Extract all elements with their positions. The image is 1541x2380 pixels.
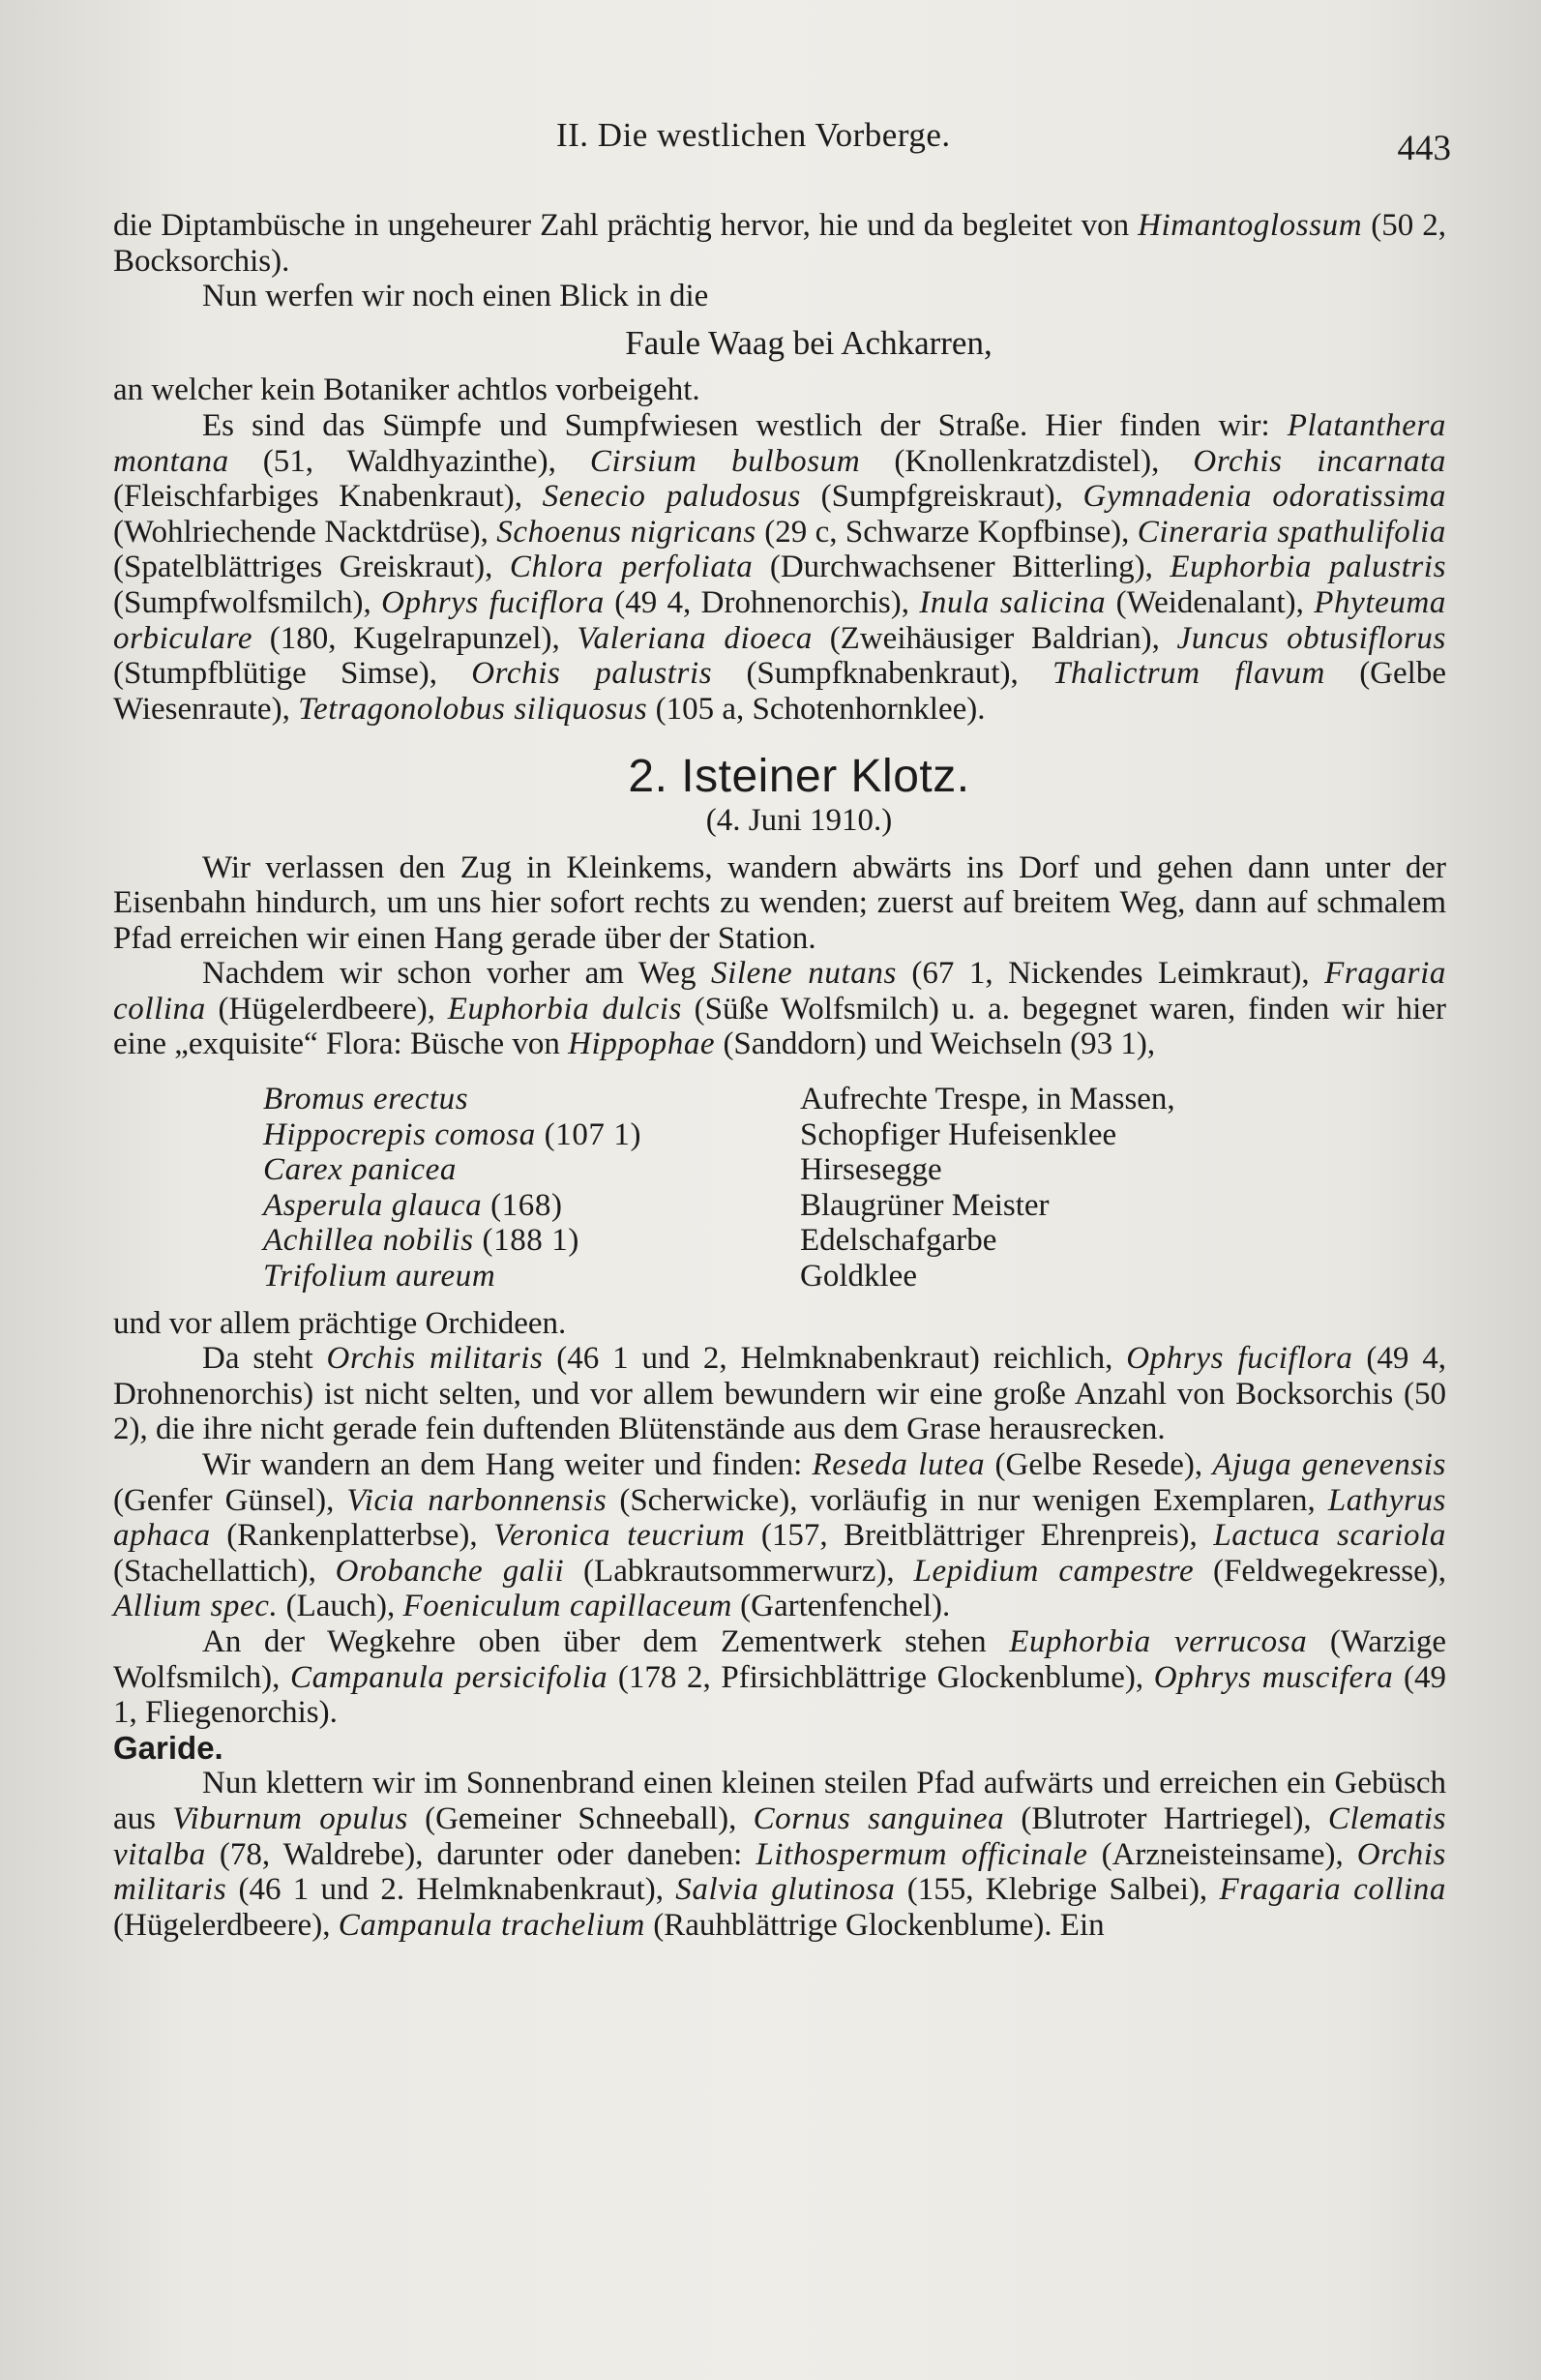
text-run: (Blutroter Hartriegel), [1004, 1800, 1328, 1836]
text-run: (Warzige Wolfsmilch), [113, 1623, 1447, 1695]
text-run: Da steht [202, 1341, 327, 1377]
species-name: Foeniculum capillaceum [402, 1589, 732, 1624]
paragraph [113, 1624, 1446, 1731]
german-name-cell: Schopfiger Hufeisenklee [800, 1116, 1117, 1152]
latin-name: Achillea nobilis [263, 1223, 474, 1259]
text-run: Nun klettern wir im Sonnenbrand einen kleinen steilen Pfad aufwärts und erreichen ein Gebüsch aus [113, 1766, 1446, 1836]
text-run: (Süße Wolfsmilch) u. a. begegnet waren, finden wir hier eine „exquisite“ Flora: Büsche von [113, 991, 1446, 1062]
species-name: Orchis incarnata [1193, 443, 1446, 479]
latin-name: Trifolium aureum [263, 1259, 496, 1294]
species-name: Euphorbia verrucosa [1009, 1623, 1308, 1659]
table-row [263, 1117, 1175, 1153]
paragraph [113, 1306, 1446, 1342]
species-name: Senecio paludosus [542, 479, 801, 515]
text-run: Nachdem wir schon vorher am Weg [202, 956, 711, 992]
species-name: Silene nutans [710, 956, 897, 992]
text-run: Wir wandern an dem Hang weiter und finden: [202, 1447, 813, 1482]
latin-name: Bromus erectus [263, 1082, 469, 1117]
text-run: (Fleischfarbiges Knabenkraut), [113, 479, 543, 515]
species-name: Salvia glutinosa [675, 1872, 896, 1908]
text-run: (29 c, Schwarze Kopfbinse), [756, 514, 1138, 550]
paragraph [113, 372, 1446, 408]
species-name: Orchis militaris [113, 1836, 1446, 1908]
text-run: (46 1 und 2. Helmknabenkraut), [226, 1872, 676, 1908]
species-name: Gymnadenia odoratissima [1082, 479, 1446, 515]
species-name: Lithospermum officinale [756, 1836, 1088, 1872]
german-name-cell: Goldklee [800, 1259, 917, 1294]
species-name: Veronica teucrium [493, 1518, 746, 1554]
text-run: (Gemeiner Schneeball), [407, 1800, 754, 1836]
species-name: Orobanche galii [335, 1553, 565, 1589]
figure-ref: (168) [482, 1187, 563, 1223]
species-name: Orchis palustris [471, 656, 713, 692]
text-run: (178 2, Pfirsichblättrige Glockenblume), [608, 1659, 1154, 1695]
species-name: Himantoglossum [1138, 208, 1363, 243]
text-run: (Hügelerdbeere), [205, 991, 448, 1026]
species-name: Juncus obtusiflorus [1176, 620, 1446, 656]
text-run: (Stachellattich), [113, 1553, 336, 1589]
plant-list-table [263, 1082, 1175, 1294]
german-name-cell: Hirsesegge [800, 1152, 942, 1188]
text-run: (Scherwicke), vorläufig in nur wenigen Exemplaren, [607, 1482, 1328, 1518]
text-run: Es sind das Sümpfe und Sumpfwiesen westlich der Straße. Hier finden wir: [202, 407, 1288, 443]
latin-name-cell [263, 1082, 800, 1117]
species-name: Cineraria spathulifolia [1137, 514, 1446, 550]
running-title: II. Die westlichen Vorberge. [556, 116, 951, 154]
latin-name: Hippocrepis comosa [263, 1116, 536, 1152]
text-run: (Sumpfknabenkraut), [712, 656, 1053, 692]
paragraph [113, 1341, 1446, 1447]
table-row [263, 1152, 1175, 1188]
text-run: (Arzneisteinsame), [1087, 1836, 1357, 1872]
text-run: (157, Breitblättriger Ehrenpreis), [745, 1518, 1214, 1554]
text-run: (Durchwachsener Bitterling), [753, 550, 1171, 585]
text-run: (Gelbe Resede), [985, 1447, 1213, 1482]
paragraph [113, 279, 1446, 314]
latin-name-cell [263, 1223, 800, 1259]
species-name: Reseda lutea [812, 1447, 986, 1482]
text-run: (Gelbe Wiesenraute), [113, 656, 1446, 727]
locality-heading: Faule Waag bei Achkarren, [625, 323, 993, 362]
paragraph [113, 208, 1446, 279]
text-run: (67 1, Nickendes Leimkraut), [896, 956, 1325, 992]
text-run: und vor allem prächtige Orchideen. [113, 1305, 567, 1341]
latin-name-cell [263, 1259, 800, 1294]
species-name: Campanula trachelium [338, 1907, 645, 1943]
text-run: (Knollenkratzdistel), [860, 443, 1194, 479]
species-name: Clematis vitalba [113, 1800, 1447, 1872]
body-text [113, 208, 1446, 1943]
paragraph [113, 408, 1446, 727]
text-run: (49 1, Fliegenorchis). [113, 1659, 1446, 1731]
species-name: Allium spec. [113, 1589, 279, 1624]
latin-name: Carex panicea [263, 1152, 457, 1188]
page-header [0, 116, 1541, 174]
species-name: Platanthera montana [113, 407, 1446, 479]
text-run: (Sumpfgreiskraut), [800, 479, 1083, 515]
german-name-cell: Edelschafgarbe [800, 1223, 997, 1259]
table-row [263, 1223, 1175, 1259]
text-run: (50 2, Bocksorchis). [113, 208, 1447, 279]
text-run: (49 4, Drohnenorchis), [604, 584, 920, 620]
text-run: (180, Kugelrapunzel), [252, 620, 578, 656]
species-name: Lepidium campestre [913, 1553, 1195, 1589]
german-name-cell: Blaugrüner Meister [800, 1187, 1050, 1223]
species-name: Schoenus nigricans [496, 514, 756, 550]
text-run: (Hügelerdbeere), [113, 1907, 339, 1943]
species-name: Ophrys fuciflora [1126, 1341, 1353, 1377]
paragraph [113, 850, 1446, 957]
figure-ref: (107 1) [535, 1116, 642, 1152]
text-run: (Stumpfblütige Simse), [113, 656, 472, 692]
text-run: (Lauch), [278, 1589, 403, 1624]
species-name: Tetragonolobus siliquosus [298, 691, 648, 727]
german-name-cell: Aufrechte Trespe, in Massen, [800, 1082, 1175, 1117]
text-run: (49 4, Drohnenorchis) ist nicht selten, und vor allem bewundern wir eine große Anzahl von Bocksorchis (50 2), die ihre nicht gerade fein duftenden Blütenstände aus dem Grase herausrecken. [113, 1341, 1446, 1447]
species-name: Inula salicina [919, 584, 1107, 620]
table-row [263, 1082, 1175, 1117]
text-run: (Rauhblättrige Glockenblume). Ein [644, 1907, 1105, 1943]
text-run: (Spatelblättriges Greiskraut), [113, 550, 510, 585]
text-run: An der Wegkehre oben über dem Zementwerk stehen [202, 1623, 1010, 1659]
text-run: (Genfer Günsel), [113, 1482, 347, 1518]
paragraph [113, 1766, 1446, 1943]
text-run: (Gartenfenchel). [731, 1589, 951, 1624]
text-run: (51, Waldhyazinthe), [228, 443, 590, 479]
table-row [263, 1188, 1175, 1224]
section-date: (4. Juni 1910.) [705, 802, 893, 838]
table-row [263, 1259, 1175, 1294]
species-name: Thalictrum flavum [1052, 656, 1325, 692]
species-name: Lathyrus aphaca [113, 1482, 1446, 1554]
species-name: Euphorbia dulcis [447, 991, 682, 1026]
species-name: Hippophae [568, 1026, 716, 1062]
text-run: (Weidenalant), [1106, 584, 1315, 620]
subsection-heading: Garide. [113, 1729, 223, 1766]
species-name: Valeriana dioeca [577, 620, 813, 656]
text-run: (78, Waldrebe), darunter oder daneben: [205, 1836, 756, 1872]
text-run: die Diptambüsche in ungeheurer Zahl prächtig hervor, hie und da begleitet von [113, 208, 1139, 243]
text-run: an welcher kein Botaniker achtlos vorbeigeht. [113, 372, 700, 408]
page-number: 443 [1397, 129, 1451, 168]
text-run: Wir verlassen den Zug in Kleinkems, wandern abwärts ins Dorf und gehen dann unter der Eisenbahn hindurch, um uns hier sofort rechts zu wenden; zuerst auf breitem Weg, dann auf schmalem Pfad erreichen wir einen Hang gerade über der Station. [113, 849, 1446, 956]
text-run: (105 a, Schotenhornklee). [647, 691, 986, 727]
latin-name: Asperula glauca [263, 1187, 483, 1223]
species-name: Vicia narbonnensis [346, 1482, 608, 1518]
species-name: Cornus sanguinea [753, 1800, 1005, 1836]
text-run: Nun werfen wir noch einen Blick in die [202, 279, 709, 314]
species-name: Cirsium bulbosum [589, 443, 861, 479]
paragraph [113, 1447, 1446, 1624]
species-name: Chlora perfoliata [509, 550, 754, 585]
text-run: (155, Klebrige Salbei), [895, 1872, 1220, 1908]
text-run: (Sanddorn) und Weichseln (93 1), [715, 1026, 1156, 1062]
paragraph [113, 956, 1446, 1062]
section-title: 2. Isteiner Klotz. [628, 751, 970, 803]
species-name: Fragaria collina [113, 956, 1446, 1026]
species-name: Ophrys fuciflora [381, 584, 605, 620]
text-run: (Zweihäusiger Baldrian), [813, 620, 1177, 656]
species-name: Phyteuma orbiculare [113, 584, 1447, 656]
species-name: Lactuca scariola [1213, 1518, 1446, 1554]
text-run: (Rankenplatterbse), [210, 1518, 494, 1554]
species-name: Ophrys muscifera [1153, 1659, 1394, 1695]
figure-ref: (188 1) [473, 1223, 579, 1259]
species-name: Fragaria collina [1219, 1872, 1446, 1908]
text-run: (Sumpfwolfsmilch), [113, 584, 382, 620]
species-name: Ajuga genevensis [1212, 1447, 1446, 1482]
text-run: (Feldwegekresse), [1194, 1553, 1447, 1589]
species-name: Euphorbia palustris [1170, 550, 1447, 585]
latin-name-cell [263, 1117, 800, 1153]
latin-name-cell [263, 1188, 800, 1224]
latin-name-cell [263, 1152, 800, 1188]
species-name: Campanula persicifolia [290, 1659, 608, 1695]
species-name: Viburnum opulus [172, 1800, 408, 1836]
text-run: (46 1 und 2, Helmknabenkraut) reichlich, [543, 1341, 1127, 1377]
text-run: (Labkrautsommerwurz), [564, 1553, 914, 1589]
species-name: Orchis militaris [326, 1341, 544, 1377]
text-run: (Wohlriechende Nacktdrüse), [113, 514, 497, 550]
